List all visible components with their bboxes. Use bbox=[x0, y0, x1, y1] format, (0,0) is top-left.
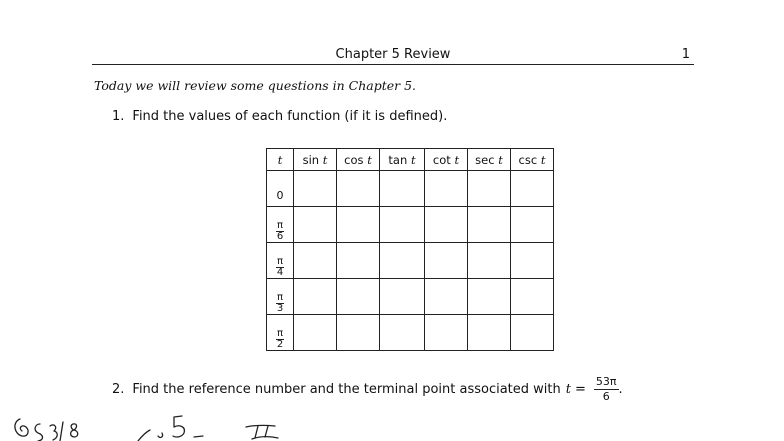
answer-cell[interactable] bbox=[337, 315, 380, 351]
column-header-cos: cos t bbox=[337, 149, 380, 171]
answer-cell[interactable] bbox=[511, 279, 554, 315]
handwritten-stroke bbox=[246, 425, 275, 427]
handwritten-stroke bbox=[60, 422, 63, 441]
answer-cell[interactable] bbox=[425, 279, 468, 315]
question-2-number: 2. bbox=[112, 381, 125, 397]
table-row bbox=[267, 279, 554, 315]
handwritten-stroke bbox=[255, 426, 258, 438]
table-row bbox=[267, 243, 554, 279]
handwritten-stroke bbox=[265, 426, 268, 437]
t-fraction: $\frac{\pi}{6}$ bbox=[276, 220, 284, 242]
answer-cell[interactable] bbox=[337, 171, 380, 207]
intro-text: Today we will review some questions in Chapter 5. bbox=[94, 78, 417, 93]
table-header-row bbox=[267, 149, 554, 171]
column-header-t: t bbox=[267, 149, 294, 171]
answer-cell[interactable] bbox=[294, 315, 337, 351]
handwritten-stroke bbox=[15, 419, 28, 436]
sentence-period: . bbox=[618, 381, 623, 397]
page-header bbox=[92, 44, 694, 65]
answer-cell[interactable] bbox=[511, 243, 554, 279]
answer-cell[interactable] bbox=[425, 207, 468, 243]
answer-cell[interactable] bbox=[294, 207, 337, 243]
question-2 bbox=[112, 376, 623, 402]
answer-cell[interactable] bbox=[468, 279, 511, 315]
answer-cell[interactable] bbox=[380, 207, 425, 243]
answer-cell[interactable] bbox=[337, 279, 380, 315]
page-number: 1 bbox=[681, 47, 690, 62]
answer-cell[interactable] bbox=[294, 279, 337, 315]
fraction-denominator: 6 bbox=[602, 389, 610, 403]
answer-cell[interactable] bbox=[294, 243, 337, 279]
t-fraction: $\frac{\pi}{3}$ bbox=[276, 292, 284, 314]
trig-values-table bbox=[266, 148, 554, 351]
column-header-sin: sin t bbox=[294, 149, 337, 171]
answer-cell[interactable] bbox=[511, 315, 554, 351]
column-header-tan: tan t bbox=[380, 149, 425, 171]
question-2-fraction bbox=[594, 376, 619, 402]
fraction-numerator: 53π bbox=[595, 375, 617, 388]
handwritten-stroke bbox=[194, 436, 203, 437]
table-row bbox=[267, 315, 554, 351]
handwritten-stroke bbox=[71, 424, 78, 437]
answer-cell[interactable] bbox=[511, 171, 554, 207]
question-2-text: Find the reference number and the terminal point associated with bbox=[132, 381, 561, 397]
answer-cell[interactable] bbox=[294, 171, 337, 207]
t-value-cell bbox=[267, 207, 294, 243]
answer-cell[interactable] bbox=[380, 279, 425, 315]
handwritten-annotation bbox=[0, 400, 784, 441]
answer-cell[interactable] bbox=[380, 315, 425, 351]
handwritten-stroke bbox=[138, 430, 150, 441]
handwritten-stroke bbox=[50, 425, 57, 440]
answer-cell[interactable] bbox=[380, 243, 425, 279]
answer-cell[interactable] bbox=[425, 171, 468, 207]
handwritten-stroke bbox=[35, 424, 42, 441]
t-value-cell bbox=[267, 171, 294, 207]
answer-cell[interactable] bbox=[468, 171, 511, 207]
answer-cell[interactable] bbox=[468, 315, 511, 351]
chapter-title: Chapter 5 Review bbox=[335, 47, 451, 62]
question-1-number: 1. bbox=[112, 109, 125, 124]
table-row bbox=[267, 171, 554, 207]
question-1 bbox=[112, 109, 447, 124]
t-fraction: $\frac{\pi}{2}$ bbox=[276, 328, 284, 350]
question-2-variable: t bbox=[565, 381, 571, 397]
table-row bbox=[267, 207, 554, 243]
handwritten-stroke bbox=[173, 416, 184, 437]
answer-cell[interactable] bbox=[468, 243, 511, 279]
question-1-text: Find the values of each function (if it is defined). bbox=[132, 109, 448, 124]
column-header-sec: sec t bbox=[468, 149, 511, 171]
column-header-csc: csc t bbox=[511, 149, 554, 171]
equals-sign: = bbox=[574, 381, 586, 397]
t-value-cell bbox=[267, 315, 294, 351]
t-value-cell bbox=[267, 279, 294, 315]
answer-cell[interactable] bbox=[425, 243, 468, 279]
t-value: 0 bbox=[276, 189, 284, 202]
t-value-cell bbox=[267, 243, 294, 279]
answer-cell[interactable] bbox=[337, 243, 380, 279]
handwritten-stroke bbox=[158, 433, 163, 437]
answer-cell[interactable] bbox=[425, 315, 468, 351]
answer-cell[interactable] bbox=[511, 207, 554, 243]
answer-cell[interactable] bbox=[468, 207, 511, 243]
column-header-cot: cot t bbox=[425, 149, 468, 171]
t-fraction: $\frac{\pi}{4}$ bbox=[276, 256, 284, 278]
answer-cell[interactable] bbox=[380, 171, 425, 207]
answer-cell[interactable] bbox=[337, 207, 380, 243]
